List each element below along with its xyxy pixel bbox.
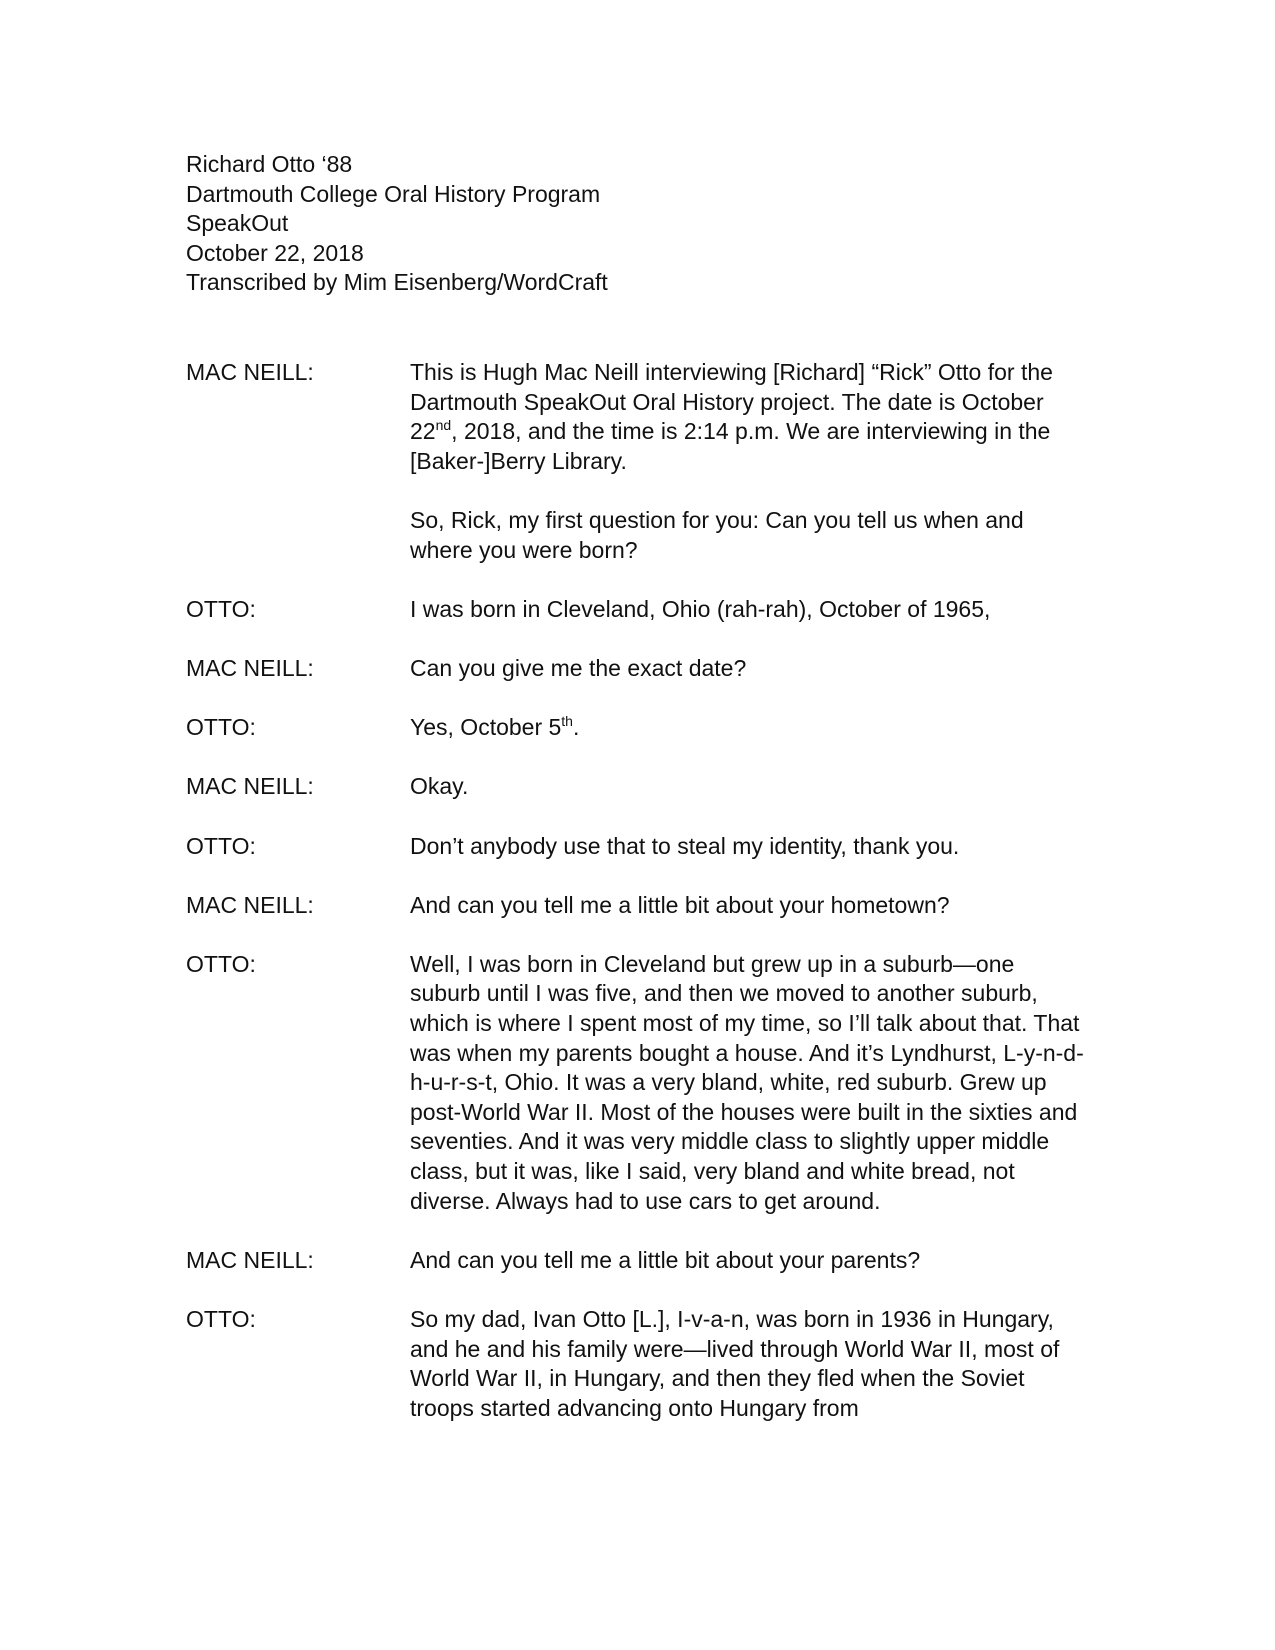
speaker-label: OTTO:: [186, 1306, 256, 1332]
transcript-turn: [186, 654, 1086, 684]
speaker-label: MAC NEILL:: [186, 891, 314, 918]
speech: [410, 654, 1086, 684]
speaker-label: MAC NEILL:: [186, 359, 314, 385]
speech-paragraph: I was born in Cleveland, Ohio (rah-rah), October of 1965,: [410, 595, 991, 622]
speech: [410, 713, 1086, 743]
speech-paragraph: Can you give me the exact date?: [410, 654, 747, 681]
transcript-turn: [186, 713, 1086, 743]
header-program: Dartmouth College Oral History Program: [186, 180, 601, 207]
speech: [410, 772, 1086, 802]
transcript-turn: [186, 772, 1086, 802]
transcript-turn: [186, 950, 1086, 1216]
speech: [410, 358, 1086, 565]
speech-paragraph: So, Rick, my first question for you: Can you tell us when and where you were born?: [410, 506, 1024, 563]
speaker-label: MAC NEILL:: [186, 773, 314, 800]
transcript-turn: [186, 1305, 1086, 1423]
transcript-turn: [186, 1246, 1086, 1276]
speech-paragraph: Yes, October 5th.: [410, 713, 580, 741]
transcript-turn: [186, 832, 1086, 862]
speaker-label: OTTO:: [186, 714, 256, 741]
speaker-label: MAC NEILL:: [186, 654, 314, 681]
speech: [410, 1305, 1086, 1423]
transcript-turn: [186, 358, 1086, 565]
speech-paragraph: Okay.: [410, 773, 469, 800]
speech: [410, 950, 1086, 1216]
transcript: [186, 358, 1086, 1453]
header-interviewee: Richard Otto ‘88: [186, 151, 353, 177]
header-transcriber: Transcribed by Mim Eisenberg/WordCraft: [186, 269, 608, 295]
speech: [410, 595, 1086, 625]
speaker-label: OTTO:: [186, 950, 256, 977]
transcript-turn: [186, 891, 1086, 921]
speech: [410, 891, 1086, 921]
header-project: SpeakOut: [186, 210, 289, 236]
speech-paragraph: This is Hugh Mac Neill interviewing [Richard] “Rick” Otto for the Dartmouth SpeakOut Oral History project. The date is October 22nd, 2018, and the time is 2:14 p.m. We are interviewing in the [Baker-]Berry Library.: [410, 359, 1053, 474]
speech: [410, 832, 1086, 862]
speech-paragraph: And can you tell me a little bit about your parents?: [410, 1246, 921, 1273]
speech: [410, 1246, 1086, 1276]
transcript-turn: [186, 595, 1086, 625]
speech-paragraph: Don’t anybody use that to steal my identity, thank you.: [410, 832, 960, 859]
document-header: [186, 150, 608, 298]
header-date: October 22, 2018: [186, 239, 364, 266]
speaker-label: OTTO:: [186, 832, 256, 859]
speaker-label: OTTO:: [186, 595, 256, 622]
speech-paragraph: Well, I was born in Cleveland but grew up in a suburb—one suburb until I was five, and then we moved to another suburb, which is where I spent most of my time, so I’ll talk about that. That was when my parents bought a house. And it’s Lyndhurst, L-y-n-d-h-u-r-s-t, Ohio. It was a very bland, white, red suburb. Grew up post-World War II. Most of the houses were built in the sixties and seventies. And it was very middle class to slightly upper middle class, but it was, like I said, very bland and white bread, not diverse. Always had to use cars to get around.: [410, 950, 1084, 1214]
speech-paragraph: And can you tell me a little bit about your hometown?: [410, 891, 950, 918]
speech-paragraph: So my dad, Ivan Otto [L.], I-v-a-n, was born in 1936 in Hungary, and he and his family were—lived through World War II, most of World War II, in Hungary, and then they fled when the Soviet troops started advancing onto Hungary from: [410, 1306, 1060, 1421]
speaker-label: MAC NEILL:: [186, 1246, 314, 1273]
